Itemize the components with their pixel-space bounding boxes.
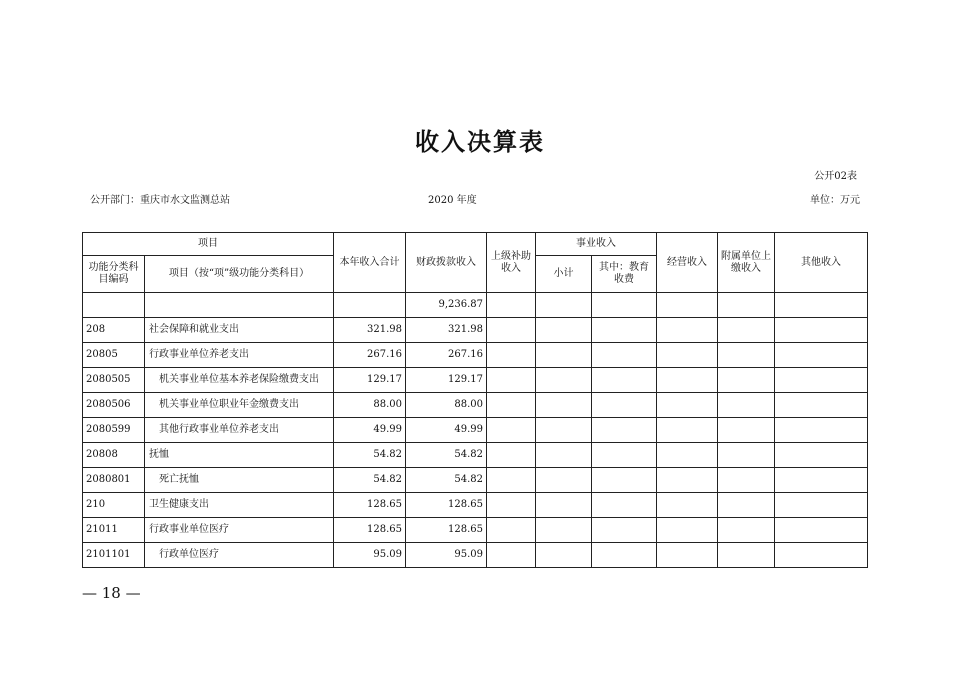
row-subtotal	[536, 368, 592, 393]
table-row	[83, 418, 868, 443]
row-operating	[657, 518, 718, 543]
row-superior-subsidy	[487, 393, 536, 418]
row-code: 20805	[83, 343, 145, 368]
row-subtotal	[536, 443, 592, 468]
table-row	[83, 468, 868, 493]
cell	[487, 293, 536, 318]
row-name: 卫生健康支出	[145, 493, 334, 518]
table-row	[83, 543, 868, 568]
header-fiscal: 财政拨款收入	[406, 233, 487, 293]
row-name: 死亡抚恤	[145, 468, 334, 493]
header-subtotal: 小计	[536, 256, 592, 293]
summary-name	[145, 293, 334, 318]
row-code: 2080599	[83, 418, 145, 443]
row-subtotal	[536, 543, 592, 568]
cell	[718, 293, 775, 318]
row-fiscal: 54.82	[406, 468, 487, 493]
fiscal-year-label: 2020 年度	[428, 195, 477, 206]
row-name: 行政事业单位医疗	[145, 518, 334, 543]
row-fiscal: 267.16	[406, 343, 487, 368]
table-row	[83, 343, 868, 368]
row-operating	[657, 393, 718, 418]
row-education-fee	[592, 318, 657, 343]
row-name: 行政事业单位养老支出	[145, 343, 334, 368]
cell	[536, 293, 592, 318]
row-code: 2101101	[83, 543, 145, 568]
form-code: 公开02表	[814, 171, 857, 182]
row-education-fee	[592, 393, 657, 418]
cell	[775, 293, 868, 318]
row-operating	[657, 468, 718, 493]
row-total: 54.82	[334, 468, 406, 493]
page-number: — 18 —	[82, 584, 141, 602]
row-name: 机关事业单位基本养老保险缴费支出	[145, 368, 334, 393]
header-affiliated: 附属单位上缴收入	[718, 233, 775, 293]
table-row	[83, 368, 868, 393]
row-operating	[657, 543, 718, 568]
row-superior-subsidy	[487, 493, 536, 518]
row-operating	[657, 343, 718, 368]
row-total: 321.98	[334, 318, 406, 343]
row-other	[775, 393, 868, 418]
row-subtotal	[536, 418, 592, 443]
row-name: 社会保障和就业支出	[145, 318, 334, 343]
header-total-income: 本年收入合计	[334, 233, 406, 293]
row-superior-subsidy	[487, 343, 536, 368]
header-item-name: 项目（按“项”级功能分类科目）	[145, 256, 334, 293]
row-affiliated	[718, 418, 775, 443]
row-total: 128.65	[334, 493, 406, 518]
table-row	[83, 393, 868, 418]
row-superior-subsidy	[487, 518, 536, 543]
row-fiscal: 95.09	[406, 543, 487, 568]
summary-row	[83, 293, 868, 318]
row-superior-subsidy	[487, 443, 536, 468]
row-other	[775, 543, 868, 568]
row-subtotal	[536, 343, 592, 368]
row-total: 95.09	[334, 543, 406, 568]
page-title: 收入决算表	[415, 128, 545, 156]
table-row	[83, 493, 868, 518]
row-fiscal: 128.65	[406, 518, 487, 543]
row-fiscal: 88.00	[406, 393, 487, 418]
row-operating	[657, 493, 718, 518]
row-code: 20808	[83, 443, 145, 468]
row-operating	[657, 418, 718, 443]
row-other	[775, 493, 868, 518]
row-other	[775, 468, 868, 493]
row-affiliated	[718, 318, 775, 343]
table-row	[83, 318, 868, 343]
row-superior-subsidy	[487, 468, 536, 493]
row-fiscal: 49.99	[406, 418, 487, 443]
row-name: 抚恤	[145, 443, 334, 468]
row-operating	[657, 318, 718, 343]
row-education-fee	[592, 543, 657, 568]
row-education-fee	[592, 443, 657, 468]
row-other	[775, 418, 868, 443]
row-fiscal: 128.65	[406, 493, 487, 518]
row-affiliated	[718, 543, 775, 568]
row-affiliated	[718, 368, 775, 393]
summary-fiscal: 9,236.87	[406, 293, 487, 318]
row-education-fee	[592, 518, 657, 543]
row-other	[775, 368, 868, 393]
row-subtotal	[536, 518, 592, 543]
row-other	[775, 518, 868, 543]
row-affiliated	[718, 343, 775, 368]
table-row	[83, 443, 868, 468]
row-fiscal: 54.82	[406, 443, 487, 468]
header-education-fee: 其中：教育收费	[592, 256, 657, 293]
row-subtotal	[536, 318, 592, 343]
row-education-fee	[592, 468, 657, 493]
row-code: 208	[83, 318, 145, 343]
row-fiscal: 129.17	[406, 368, 487, 393]
row-other	[775, 318, 868, 343]
row-total: 128.65	[334, 518, 406, 543]
header-func-code: 功能分类科目编码	[83, 256, 145, 293]
table-row	[83, 518, 868, 543]
row-fiscal: 321.98	[406, 318, 487, 343]
row-superior-subsidy	[487, 543, 536, 568]
row-affiliated	[718, 393, 775, 418]
row-total: 129.17	[334, 368, 406, 393]
row-code: 2080506	[83, 393, 145, 418]
department-label: 公开部门：重庆市水文监测总站	[90, 195, 230, 206]
unit-label: 单位：万元	[810, 195, 860, 206]
row-education-fee	[592, 493, 657, 518]
summary-code	[83, 293, 145, 318]
row-subtotal	[536, 493, 592, 518]
row-education-fee	[592, 368, 657, 393]
row-code: 2080505	[83, 368, 145, 393]
cell	[657, 293, 718, 318]
row-superior-subsidy	[487, 418, 536, 443]
header-item-group: 项目	[83, 233, 334, 256]
cell	[592, 293, 657, 318]
row-affiliated	[718, 443, 775, 468]
row-other	[775, 343, 868, 368]
row-code: 2080801	[83, 468, 145, 493]
row-code: 21011	[83, 518, 145, 543]
row-subtotal	[536, 393, 592, 418]
row-subtotal	[536, 468, 592, 493]
row-operating	[657, 443, 718, 468]
row-name: 行政单位医疗	[145, 543, 334, 568]
row-total: 54.82	[334, 443, 406, 468]
row-education-fee	[592, 343, 657, 368]
row-affiliated	[718, 518, 775, 543]
row-affiliated	[718, 493, 775, 518]
header-other: 其他收入	[775, 233, 868, 293]
row-name: 机关事业单位职业年金缴费支出	[145, 393, 334, 418]
income-table	[82, 232, 868, 568]
row-total: 267.16	[334, 343, 406, 368]
header-superior-subsidy: 上级补助收入	[487, 233, 536, 293]
row-operating	[657, 368, 718, 393]
row-name: 其他行政事业单位养老支出	[145, 418, 334, 443]
row-superior-subsidy	[487, 368, 536, 393]
row-superior-subsidy	[487, 318, 536, 343]
summary-total	[334, 293, 406, 318]
row-education-fee	[592, 418, 657, 443]
header-operating: 经营收入	[657, 233, 718, 293]
row-total: 88.00	[334, 393, 406, 418]
row-total: 49.99	[334, 418, 406, 443]
header-business-group: 事业收入	[536, 233, 657, 256]
row-affiliated	[718, 468, 775, 493]
row-code: 210	[83, 493, 145, 518]
row-other	[775, 443, 868, 468]
